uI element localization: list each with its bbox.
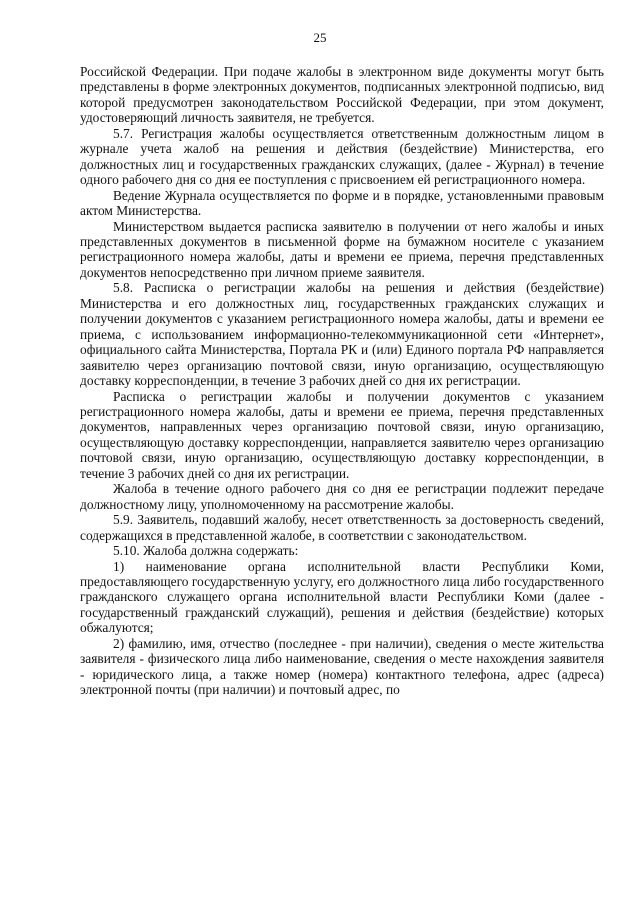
page-number: 25: [313, 30, 327, 45]
paragraph-5-8: 5.8. Расписка о регистрации жалобы на решения и действия (бездействие) Министерства и его должностных лиц, государственных гражданских служащих и получении документов с указанием регистрационного номера жалобы, даты и времени ее приема, с использованием информационно-телекоммуникационной сети «Интернет», официального сайта Министерства, Портала РК и (или) Единого портала РФ направляется заявителю через организацию почтовой связи, иную организацию, осуществляющую доставку корреспонденции, в течение 3 рабочих дней со дня их регистрации.: [80, 280, 604, 389]
paragraph-receipt: Министерством выдается расписка заявителю в получении от него жалобы и иных представленных документов в письменной форме на бумажном носителе с указанием регистрационного номера жалобы, даты и времени ее приема, перечня представленных документов непосредственно при личном приеме заявителя.: [80, 218, 604, 280]
document-body: [80, 64, 604, 698]
paragraph-continuation: Российской Федерации. При подаче жалобы в электронном виде документы могут быть представлены в форме электронных документов, подписанных электронной подписью, вид которой предусмотрен законодательством Российской Федерации, при этом документ, удостоверяющий личность заявителя, не требуется.: [80, 64, 604, 126]
paragraph-receipt-mail: Расписка о регистрации жалобы и получении документов с указанием регистрационного номера жалобы, даты и времени ее приема, перечня представленных документов, направленных через организацию почтовой связи, иную организацию, осуществляющую доставку корреспонденции, направляется заявителю через организацию почтовой связи, иную организацию, осуществляющую доставку корреспонденции, в течение 3 рабочих дней со дня их регистрации.: [80, 388, 604, 481]
paragraph-journal: Ведение Журнала осуществляется по форме и в порядке, установленными правовым актом Министерства.: [80, 187, 604, 219]
paragraph-5-9: 5.9. Заявитель, подавший жалобу, несет ответственность за достоверность сведений, содержащихся в представленной жалобе, в соответствии с законодательством.: [80, 512, 604, 543]
paragraph-5-10: 5.10. Жалоба должна содержать:: [113, 543, 299, 559]
paragraph-transfer: Жалоба в течение одного рабочего дня со дня ее регистрации подлежит передаче должностному лицу, уполномоченному на рассмотрение жалобы.: [80, 481, 604, 512]
list-item-2: 2) фамилию, имя, отчество (последнее - при наличии), сведения о месте жительства заявителя - физического лица либо наименование, сведения о месте нахождения заявителя - юридического лица, а также номер (номера) контактного телефона, адрес (адреса) электронной почты (при наличии) и почтовый адрес, по: [80, 635, 604, 698]
paragraph-5-7: 5.7. Регистрация жалобы осуществляется ответственным должностным лицом в журнале учета жалоб на решения и действия (бездействие) Министерства, его должностных лиц и государственных гражданских служащих, (далее - Журнал) в течение одного рабочего дня со дня ее поступления с присвоением ей регистрационного номера.: [80, 125, 604, 188]
list-item-1: 1) наименование органа исполнительной власти Республики Коми, предоставляющего государственную услугу, его должностного лица либо государственного гражданского служащего органа исполнительной власти Республики Коми (далее - государственный гражданский служащий), решения и действия (бездействие) которых обжалуются;: [80, 558, 604, 636]
